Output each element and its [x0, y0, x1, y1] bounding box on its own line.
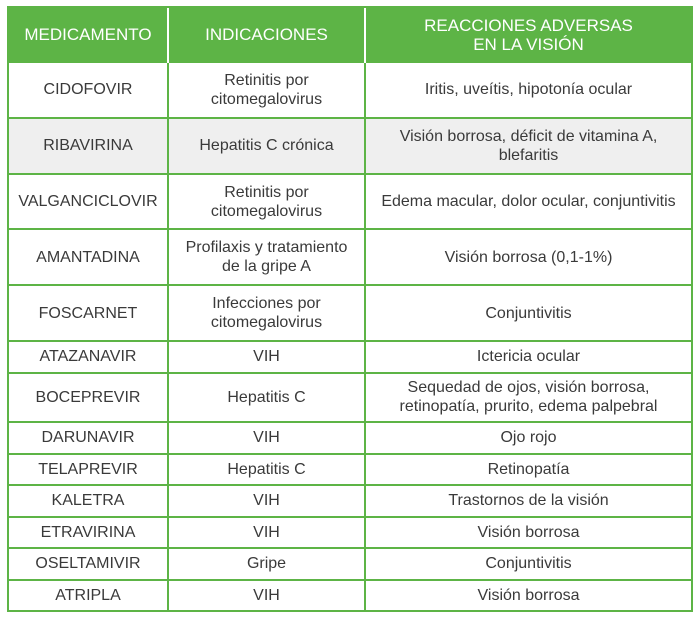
cell-medicamento: DARUNAVIR: [9, 422, 168, 453]
cell-medicamento: OSELTAMIVIR: [9, 548, 168, 579]
table-body: [9, 62, 691, 610]
cell-indicaciones: Profilaxis y tratamiento de la gripe A: [168, 229, 365, 285]
cell-indicaciones: Infecciones por citomegalovirus: [168, 285, 365, 341]
cell-reacciones: Conjuntivitis: [365, 548, 691, 579]
cell-reacciones: Sequedad de ojos, visión borrosa, retinopatía, prurito, edema palpebral: [365, 373, 691, 423]
cell-medicamento: TELAPREVIR: [9, 454, 168, 485]
cell-indicaciones: Hepatitis C crónica: [168, 118, 365, 174]
cell-medicamento: VALGANCICLOVIR: [9, 174, 168, 230]
cell-reacciones: Visión borrosa: [365, 517, 691, 548]
cell-reacciones: Iritis, uveítis, hipotonía ocular: [365, 62, 691, 118]
cell-reacciones: Edema macular, dolor ocular, conjuntivitis: [365, 174, 691, 230]
cell-indicaciones: VIH: [168, 422, 365, 453]
table-row: [9, 548, 691, 579]
cell-medicamento: AMANTADINA: [9, 229, 168, 285]
cell-indicaciones: Retinitis por citomegalovirus: [168, 62, 365, 118]
cell-reacciones: Ojo rojo: [365, 422, 691, 453]
adverse-reactions-table-frame: [7, 6, 693, 612]
table-row: [9, 341, 691, 372]
cell-indicaciones: VIH: [168, 341, 365, 372]
cell-indicaciones: Retinitis por citomegalovirus: [168, 174, 365, 230]
table-row: [9, 62, 691, 118]
table-row: [9, 580, 691, 611]
cell-medicamento: BOCEPREVIR: [9, 373, 168, 423]
cell-indicaciones: VIH: [168, 485, 365, 516]
table-row: [9, 118, 691, 174]
cell-reacciones: Ictericia ocular: [365, 341, 691, 372]
table-header-row: [9, 8, 691, 62]
cell-reacciones: Conjuntivitis: [365, 285, 691, 341]
header-indicaciones: INDICACIONES: [168, 8, 365, 62]
adverse-reactions-table: [9, 8, 691, 610]
cell-medicamento: ETRAVIRINA: [9, 517, 168, 548]
table-row: [9, 174, 691, 230]
cell-medicamento: KALETRA: [9, 485, 168, 516]
cell-medicamento: CIDOFOVIR: [9, 62, 168, 118]
table-row: [9, 285, 691, 341]
header-reacciones: REACCIONES ADVERSAS EN LA VISIÓN: [365, 8, 691, 62]
table-row: [9, 517, 691, 548]
table-row: [9, 454, 691, 485]
cell-reacciones: Retinopatía: [365, 454, 691, 485]
cell-reacciones: Visión borrosa, déficit de vitamina A, blefaritis: [365, 118, 691, 174]
cell-reacciones: Trastornos de la visión: [365, 485, 691, 516]
cell-medicamento: FOSCARNET: [9, 285, 168, 341]
cell-indicaciones: Gripe: [168, 548, 365, 579]
cell-medicamento: ATAZANAVIR: [9, 341, 168, 372]
cell-medicamento: ATRIPLA: [9, 580, 168, 611]
table-row: [9, 485, 691, 516]
cell-medicamento: RIBAVIRINA: [9, 118, 168, 174]
cell-reacciones: Visión borrosa (0,1-1%): [365, 229, 691, 285]
cell-reacciones: Visión borrosa: [365, 580, 691, 611]
cell-indicaciones: VIH: [168, 517, 365, 548]
table-row: [9, 373, 691, 423]
cell-indicaciones: VIH: [168, 580, 365, 611]
table-row: [9, 422, 691, 453]
table-row: [9, 229, 691, 285]
cell-indicaciones: Hepatitis C: [168, 454, 365, 485]
cell-indicaciones: Hepatitis C: [168, 373, 365, 423]
header-medicamento: MEDICAMENTO: [9, 8, 168, 62]
